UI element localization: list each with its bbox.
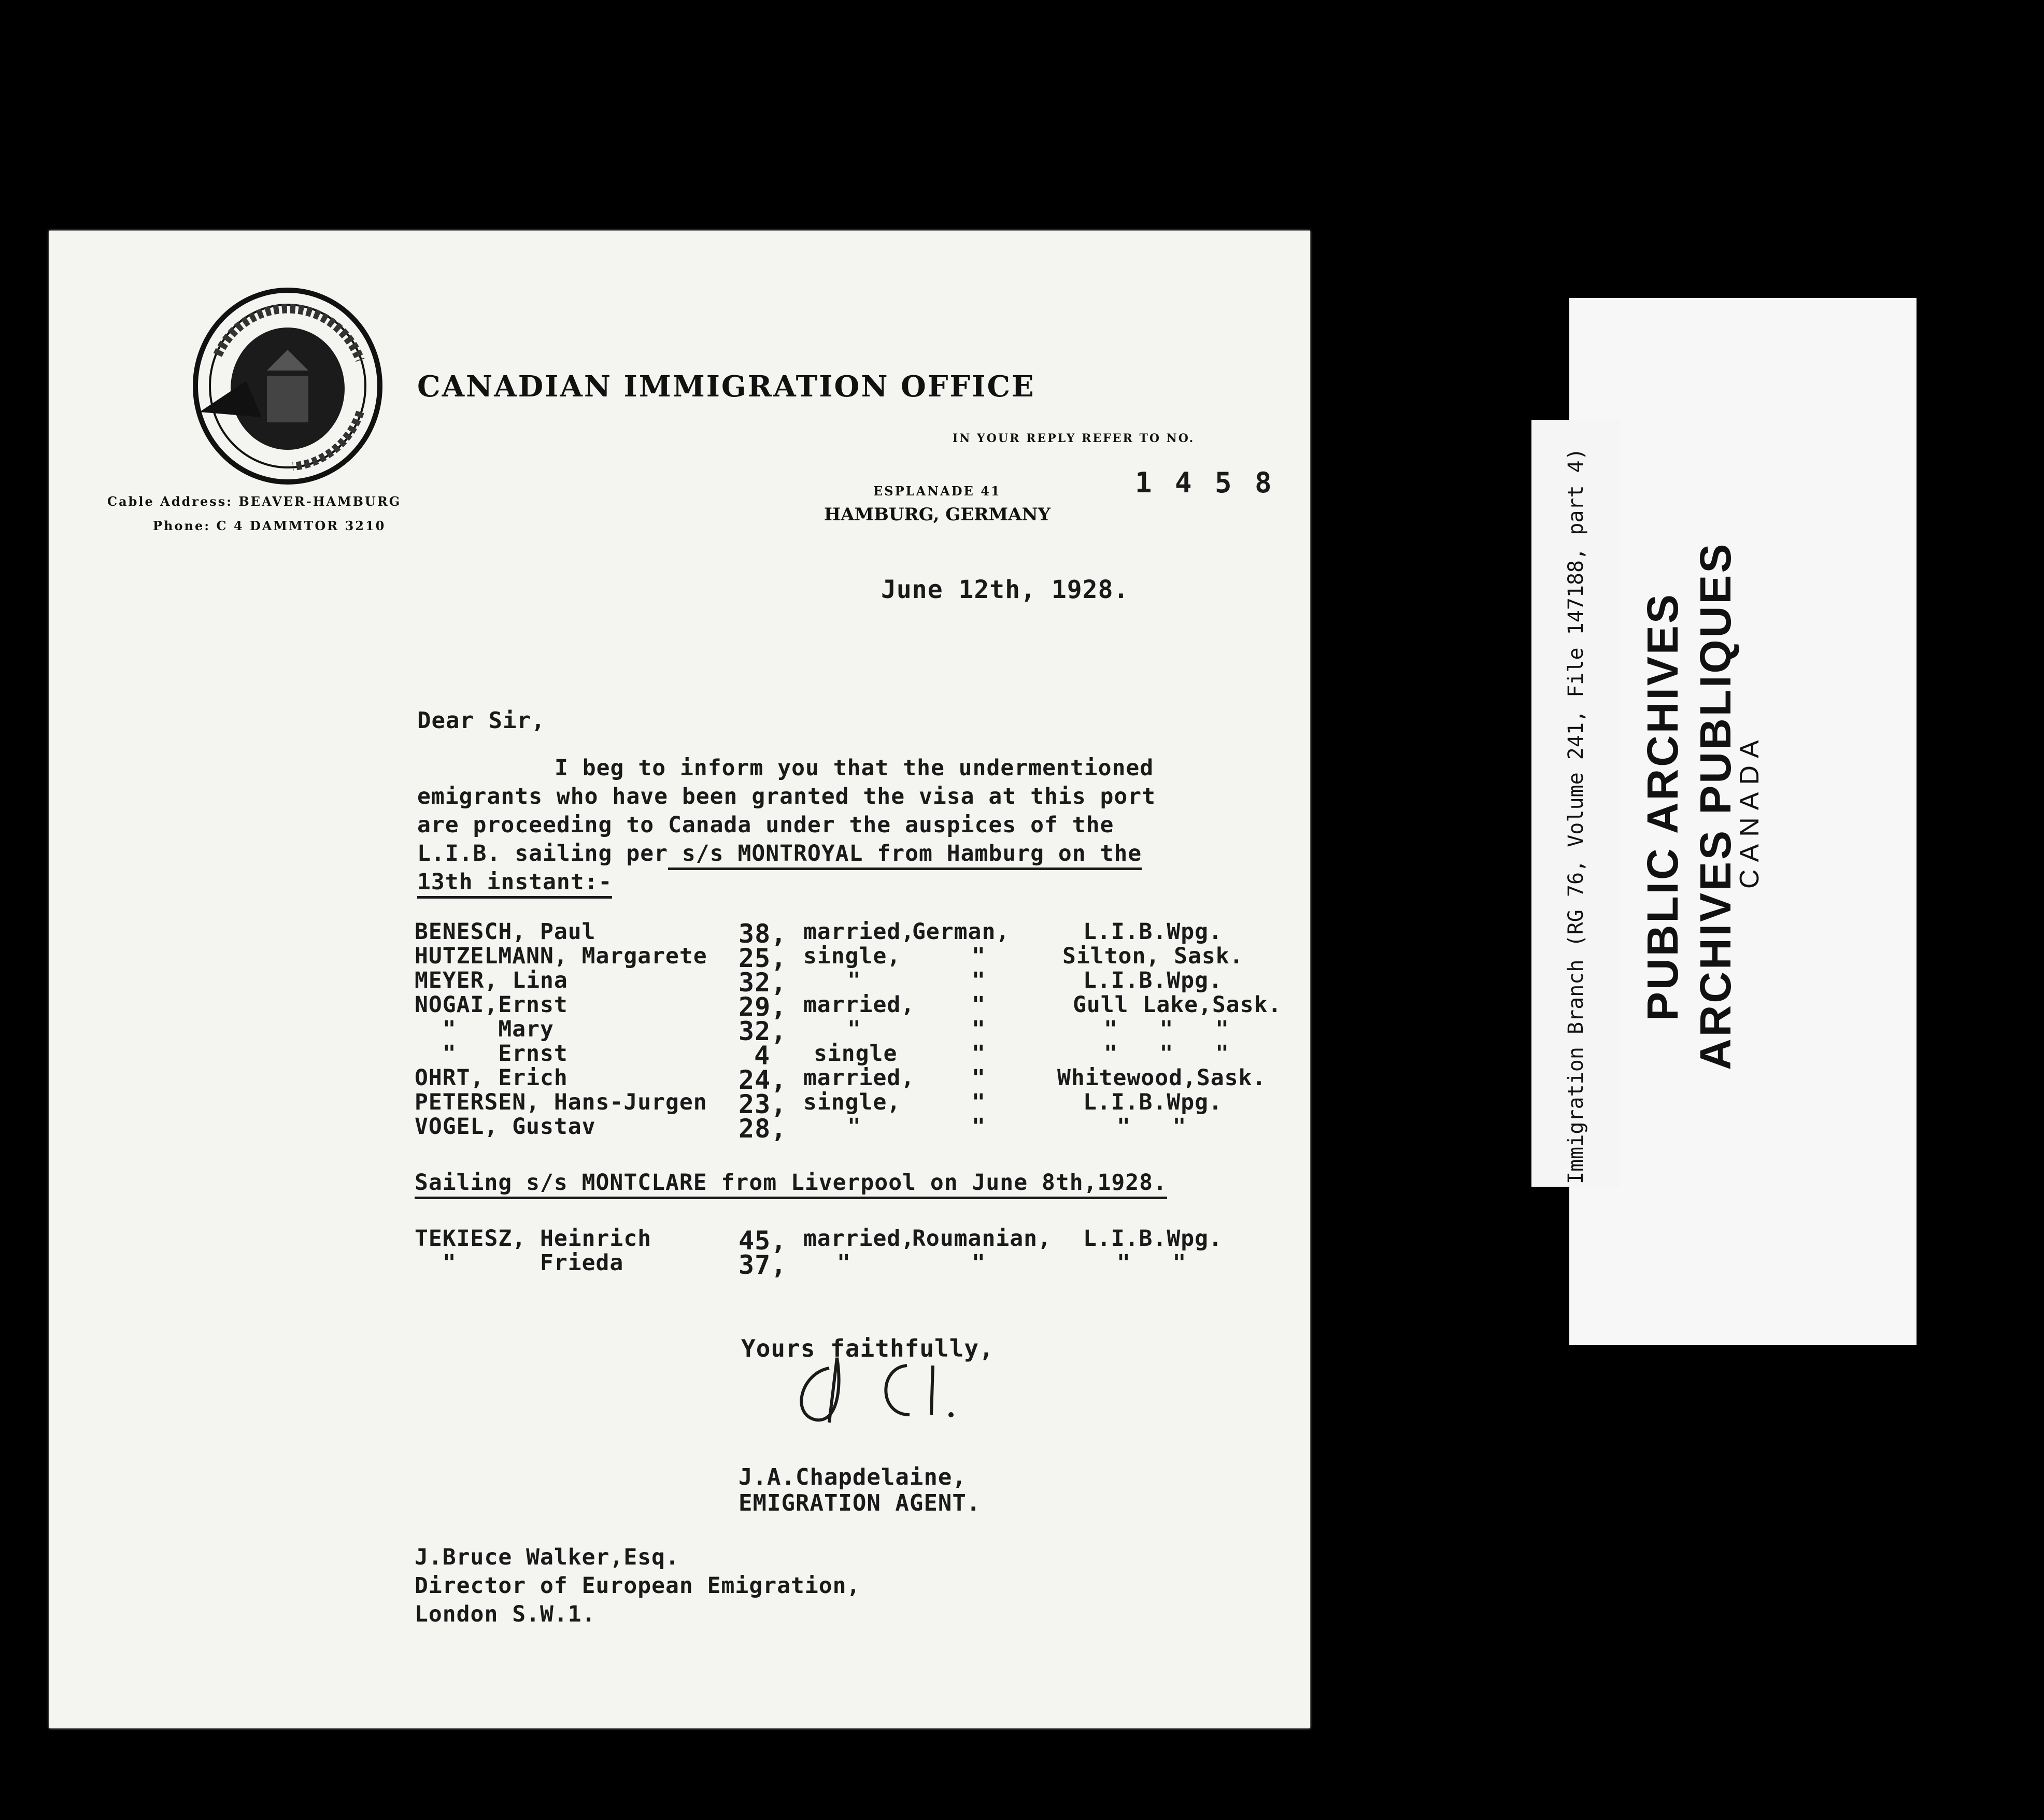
emigrant-age: 45, (739, 1226, 787, 1256)
emigrant-status: single (814, 1041, 898, 1067)
emigrant-name: HUTZELMANN, Margarete (415, 943, 707, 969)
archive-label-country: CANADA (1735, 733, 1765, 889)
emigrant-destination: " " (1117, 1250, 1187, 1276)
emigrant-status: married, (803, 919, 915, 945)
cable-address: Cable Address: BEAVER-HAMBURG (107, 494, 402, 509)
emigrant-nationality: Roumanian, (912, 1226, 1052, 1252)
emigrant-nationality: " (972, 992, 986, 1018)
body-line: are proceeding to Canada under the auspices of the (417, 812, 1114, 838)
emigrant-destination: Gull Lake,Sask. (1073, 992, 1282, 1018)
emigrant-destination: " " " (1104, 1041, 1229, 1067)
handwritten-signature (780, 1337, 1018, 1425)
emigrant-nationality: " (972, 968, 986, 993)
emigrant-age: 32, (739, 968, 787, 998)
emigrant-age: 37, (739, 1250, 787, 1280)
emigrant-nationality: German, (912, 919, 1010, 945)
emigrant-name: OHRT, Erich (415, 1065, 568, 1091)
body-line-plain: L.I.B. sailing per (417, 841, 668, 866)
immigration-seal-logo (189, 288, 386, 485)
emigrant-nationality: " (972, 1065, 986, 1091)
city-address: HAMBURG, GERMANY (824, 504, 1051, 525)
emigrant-nationality: " (972, 1114, 986, 1140)
signer-title: EMIGRATION AGENT. (739, 1490, 981, 1516)
archive-reference: Immigration Branch (RG 76, Volume 241, File 147188, part 4) (1564, 448, 1588, 1184)
emigrant-status: " (847, 968, 861, 993)
office-title: CANADIAN IMMIGRATION OFFICE (417, 369, 1035, 404)
emigrant-age: 29, (739, 992, 787, 1022)
emigrant-destination: L.I.B.Wpg. (1083, 968, 1223, 993)
emigrant-name: NOGAI,Ernst (415, 992, 568, 1018)
emigrant-destination: Silton, Sask. (1062, 943, 1244, 969)
addressee-name: J.Bruce Walker,Esq. (415, 1544, 679, 1570)
addressee-title: Director of European Emigration, (415, 1573, 861, 1599)
emigrant-nationality: " (972, 1016, 986, 1042)
emigrant-nationality: " (972, 1089, 986, 1115)
emigrant-destination: L.I.B.Wpg. (1083, 1226, 1223, 1252)
emigrant-status: married, (803, 1226, 915, 1252)
emigrant-age: 23, (739, 1089, 787, 1119)
second-sailing-text: Sailing s/s MONTCLARE from Liverpool on June 8th,1928. (415, 1170, 1167, 1199)
emigrant-age: 28, (739, 1114, 787, 1144)
signer-name: J.A.Chapdelaine, (739, 1464, 967, 1490)
emigrant-destination: Whitewood,Sask. (1057, 1065, 1267, 1091)
archive-label-english: PUBLIC ARCHIVES (1638, 592, 1687, 1021)
emigrant-nationality: " (972, 1041, 986, 1067)
emigrant-name: " Ernst (415, 1041, 568, 1067)
emigrant-status: " (837, 1250, 851, 1276)
letter-page (49, 231, 1310, 1728)
emigrant-status: married, (803, 1065, 915, 1091)
emigrant-age: 32, (739, 1016, 787, 1046)
emigrant-status: married, (803, 992, 915, 1018)
emigrant-name: PETERSEN, Hans-Jurgen (415, 1089, 707, 1115)
archive-label-tab (1569, 298, 1714, 407)
emigrant-age: 38, (739, 919, 787, 949)
emigrant-nationality: " (972, 1250, 986, 1276)
emigrant-destination: " " (1117, 1114, 1187, 1140)
letter-date: June 12th, 1928. (881, 575, 1129, 604)
emigrant-age: 25, (739, 943, 787, 973)
emigrant-name: " Mary (415, 1016, 554, 1042)
sailing-underlined: s/s MONTROYAL from Hamburg on the (668, 841, 1142, 870)
body-line (417, 869, 612, 895)
emigrant-name: TEKIESZ, Heinrich (415, 1226, 652, 1252)
emigrant-status: single, (803, 1089, 901, 1115)
phone-number: Phone: C 4 DAMMTOR 3210 (153, 518, 386, 533)
emigrant-destination: L.I.B.Wpg. (1083, 1089, 1223, 1115)
salutation: Dear Sir, (417, 707, 546, 734)
street-address: ESPLANADE 41 (873, 484, 1001, 499)
emigrant-destination: " " " (1104, 1016, 1229, 1042)
emigrant-status: " (847, 1016, 861, 1042)
emigrant-nationality: " (972, 943, 986, 969)
body-line (417, 841, 1142, 866)
reply-refer-label: IN YOUR REPLY REFER TO NO. (953, 432, 1195, 445)
reference-number: 1 4 5 8 (1135, 466, 1275, 499)
emigrant-name: MEYER, Lina (415, 968, 568, 993)
emigrant-age: 4 (754, 1041, 771, 1071)
body-line: I beg to inform you that the undermentioned (555, 755, 1154, 781)
emigrant-name: BENESCH, Paul (415, 919, 596, 945)
emigrant-status: single, (803, 943, 901, 969)
body-line: emigrants who have been granted the visa at this port (417, 784, 1156, 809)
emigrant-age: 24, (739, 1065, 787, 1095)
emigrant-name: " Frieda (415, 1250, 624, 1276)
addressee-place: London S.W.1. (415, 1601, 596, 1627)
archive-label-french: ARCHIVES PUBLIQUES (1691, 542, 1740, 1070)
instant-underlined: 13th instant:- (417, 869, 612, 899)
emigrant-status: " (847, 1114, 861, 1140)
emigrant-name: VOGEL, Gustav (415, 1114, 596, 1140)
emigrant-destination: L.I.B.Wpg. (1083, 919, 1223, 945)
second-sailing-heading (415, 1170, 1167, 1196)
closing: Yours faithfully, (741, 1334, 994, 1362)
